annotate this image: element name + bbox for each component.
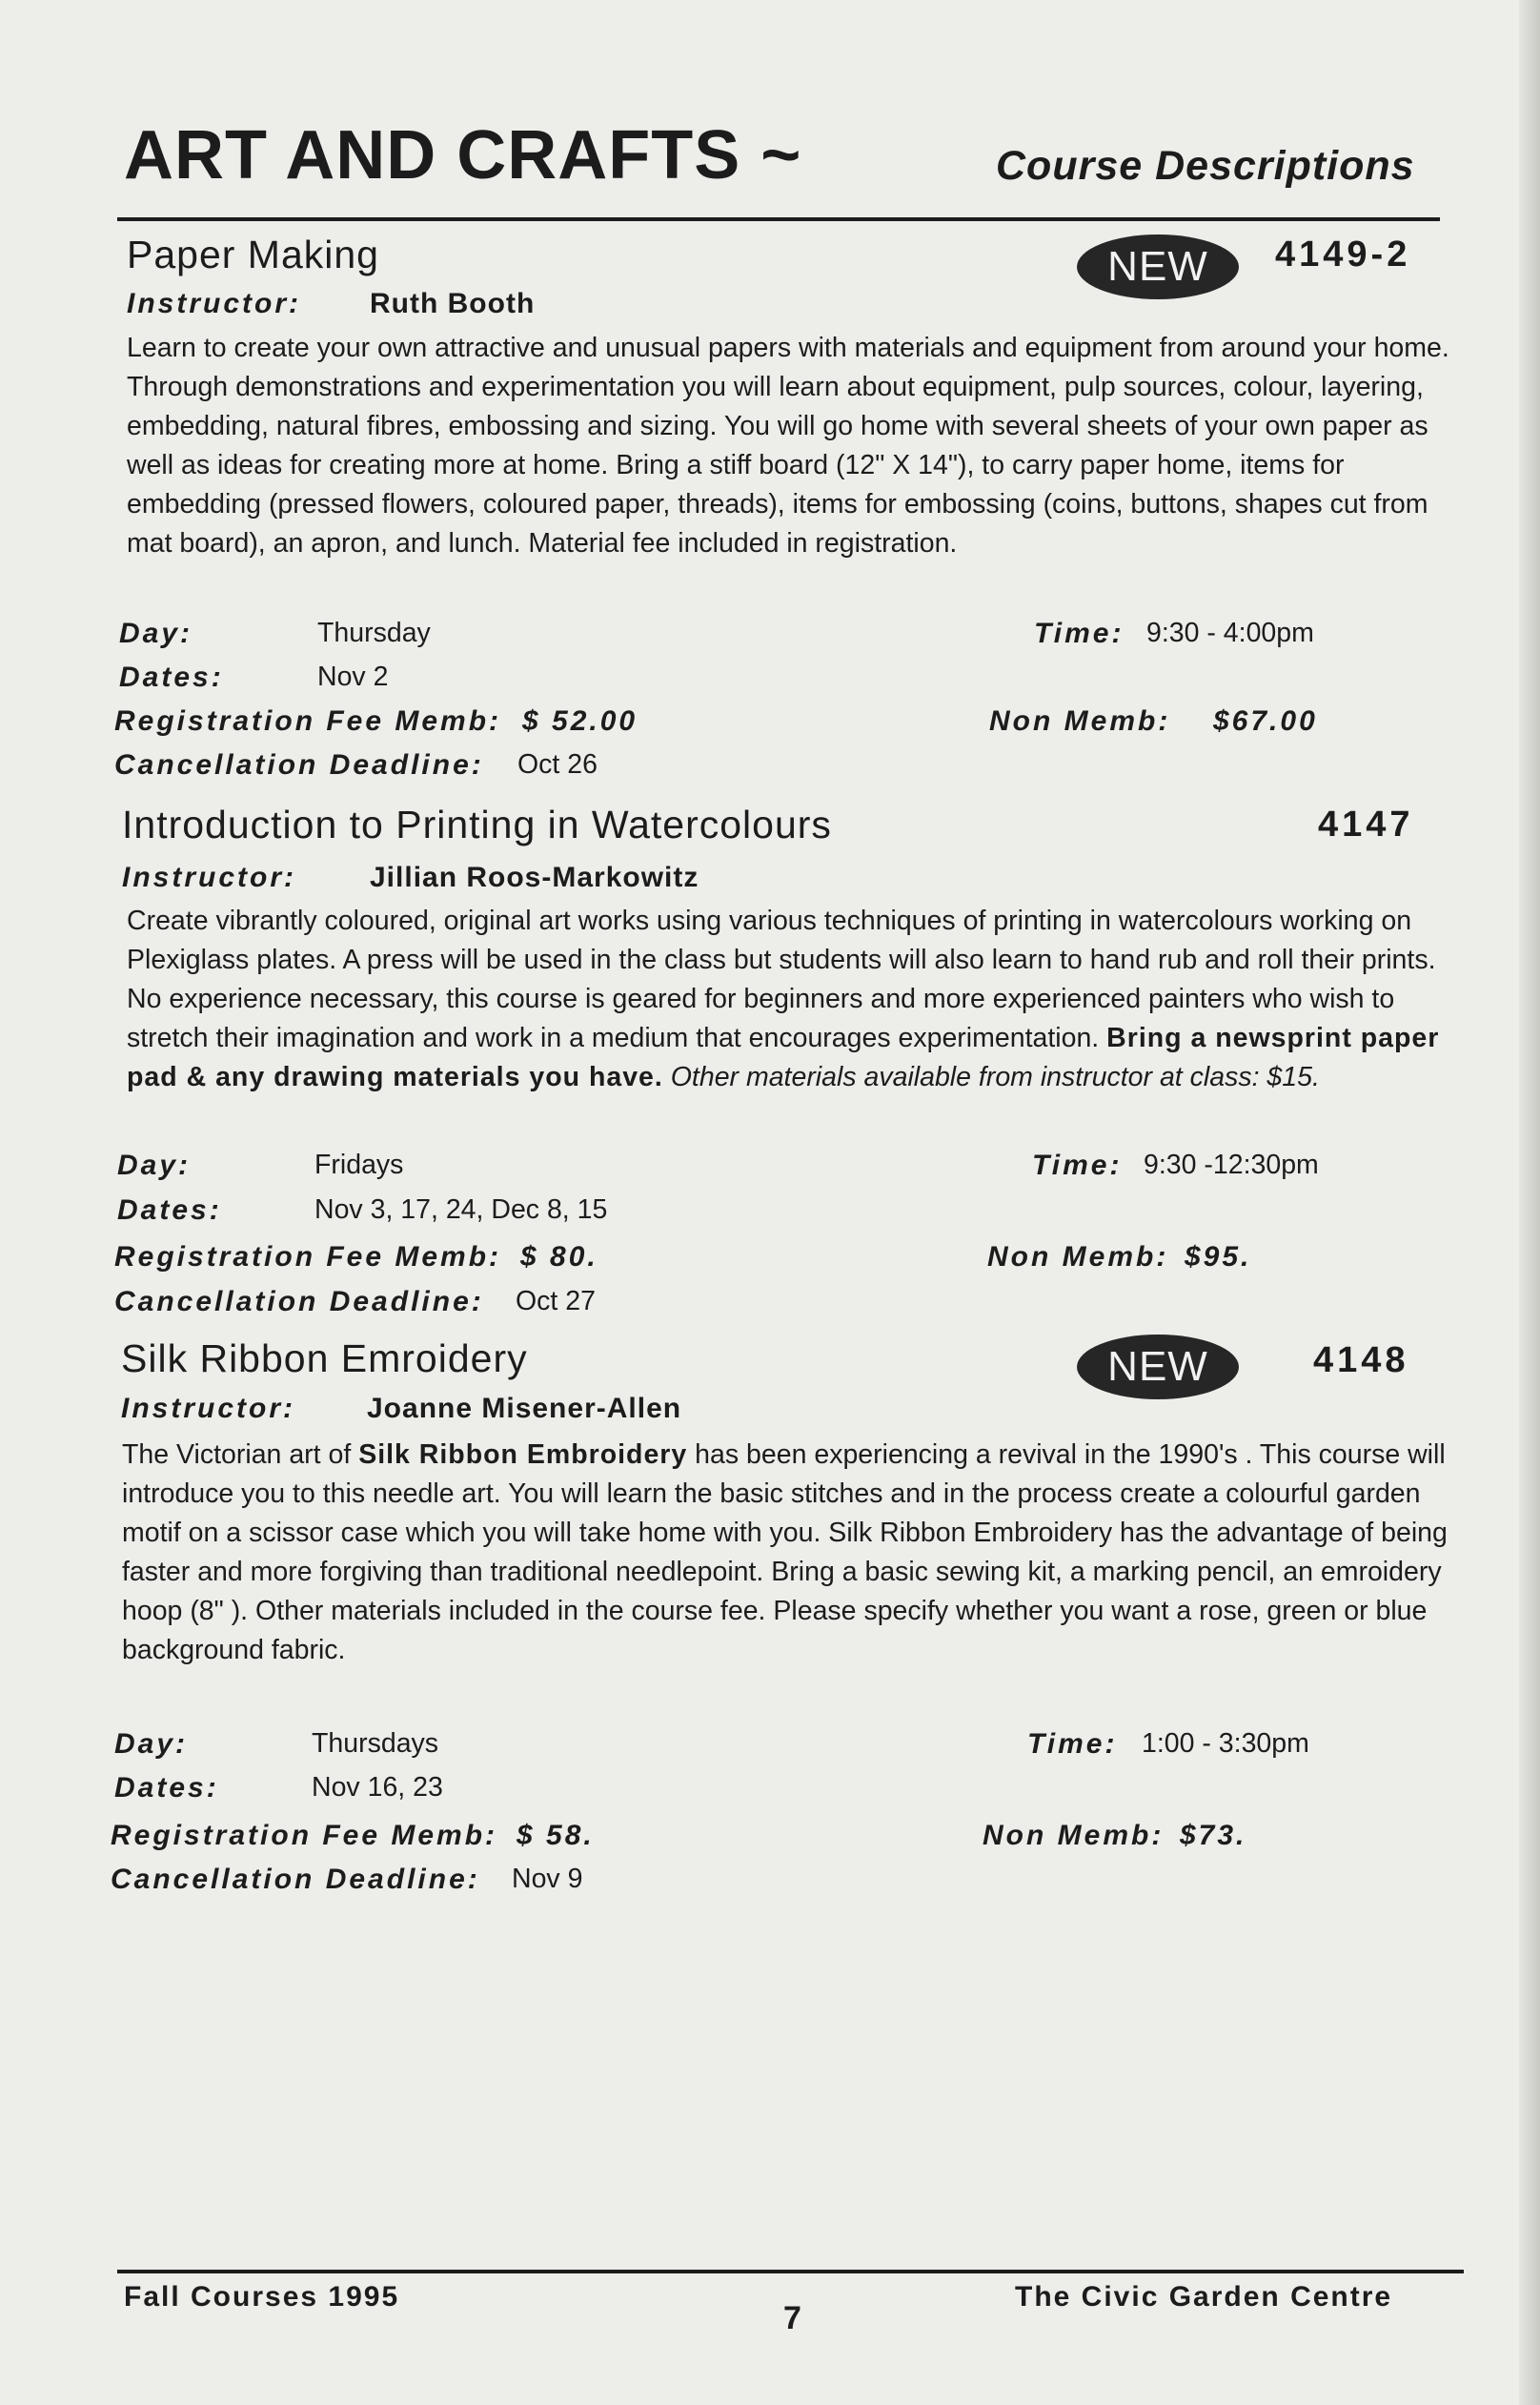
description-text: Create vibrantly coloured, original art works using various techniques of printing in watercolours working on Plexiglass plates. A press will be used in the class but students will also learn to hand rub and roll their prints. No experience necessary, this course is geared for beginners and more experienced painters who wish to stretch their imagination and work in a medium that encourages experimentation.	[127, 906, 1436, 1053]
footer-right: The Civic Garden Centre	[1015, 2281, 1393, 2313]
dates-label: Dates:	[117, 1194, 222, 1226]
dates-value: Nov 3, 17, 24, Dec 8, 15	[314, 1194, 608, 1225]
reg-fee-value: $ 52.00	[522, 705, 638, 737]
reg-fee-label: Registration Fee Memb:	[114, 705, 502, 737]
cancellation-value: Nov 9	[512, 1864, 583, 1894]
dates-label: Dates:	[119, 662, 224, 693]
course-number: 4147	[1318, 805, 1414, 845]
new-badge: NEW	[1077, 1335, 1239, 1399]
course-title: Silk Ribbon Emroidery	[121, 1336, 528, 1380]
cancellation-label: Cancellation Deadline:	[114, 1286, 484, 1317]
non-memb-value: $67.00	[1213, 705, 1318, 737]
instructor-name: Joanne Misener-Allen	[367, 1393, 682, 1424]
course-description	[122, 1436, 1456, 1670]
time-label: Time:	[1034, 618, 1125, 649]
instructor-label: Instructor:	[127, 288, 301, 319]
reg-fee-value: $ 80.	[520, 1241, 598, 1273]
non-memb-label: Non Memb:	[983, 1820, 1165, 1851]
cancellation-label: Cancellation Deadline:	[111, 1864, 480, 1895]
day-value: Thursdays	[312, 1728, 439, 1759]
footer-rule	[117, 2270, 1464, 2273]
description-italic: Other materials available from instructor at class: $15.	[670, 1062, 1320, 1092]
non-memb-label: Non Memb:	[987, 1241, 1169, 1273]
day-label: Day:	[117, 1150, 192, 1181]
course-description	[127, 902, 1461, 1097]
page-title: ART AND CRAFTS ~	[124, 117, 802, 194]
reg-fee-label: Registration Fee Memb:	[111, 1820, 498, 1851]
new-badge: NEW	[1077, 234, 1239, 299]
description-text: Learn to create your own attractive and unusual papers with materials and equipment from around your home. Through demonstrations and experimentation you will learn about equipment, pulp sources, colour, layering, embedding, natural fibres, embossing and sizing. You will go home with several sheets of your own paper as well as ideas for creating more at home. Bring a stiff board (12" X 14"), to carry paper home, items for embedding (pressed flowers, coloured paper, threads), items for embossing (coins, buttons, shapes cut from mat board), an apron, and lunch. Material fee included in registration.	[127, 333, 1449, 559]
instructor-name: Jillian Roos-Markowitz	[370, 862, 699, 893]
reg-fee-value: $ 58.	[517, 1820, 595, 1851]
time-value: 9:30 - 4:00pm	[1146, 618, 1314, 648]
page-number: 7	[783, 2300, 801, 2336]
footer-left: Fall Courses 1995	[124, 2281, 400, 2313]
non-memb-label: Non Memb:	[989, 705, 1171, 737]
description-text-post: has been experiencing a revival in the 1990's . This course will introduce you to this needle art. You will learn the basic stitches and in the process create a colourful garden motif on a scissor case which you will take home with you. Silk Ribbon Embroidery has the advantage of being faster and more forgiving than traditional needlepoint. Bring a basic sewing kit, a marking pencil, an emroidery hoop (8" ). Other materials included in the course fee. Please specify whether you want a rose, green or blue background fabric.	[122, 1439, 1448, 1665]
reg-fee-label: Registration Fee Memb:	[114, 1241, 502, 1273]
time-value: 1:00 - 3:30pm	[1142, 1728, 1309, 1759]
time-label: Time:	[1027, 1728, 1118, 1760]
day-value: Thursday	[317, 618, 431, 648]
day-value: Fridays	[314, 1150, 404, 1180]
page-edge-shadow	[1519, 0, 1540, 2405]
cancellation-label: Cancellation Deadline:	[114, 749, 484, 781]
description-bold: Bring a newsprint paper pad & any drawing materials you have.	[127, 1023, 1440, 1092]
cancellation-value: Oct 27	[516, 1286, 596, 1316]
non-memb-value: $95.	[1185, 1241, 1252, 1273]
day-label: Day:	[114, 1728, 189, 1760]
instructor-name: Ruth Booth	[370, 288, 536, 319]
instructor-label: Instructor:	[122, 862, 296, 893]
description-bold: Silk Ribbon Embroidery	[358, 1439, 688, 1470]
dates-value: Nov 16, 23	[312, 1772, 443, 1803]
day-label: Day:	[119, 618, 193, 649]
cancellation-value: Oct 26	[517, 749, 598, 780]
course-description	[127, 329, 1461, 563]
instructor-label: Instructor:	[121, 1393, 295, 1424]
dates-value: Nov 2	[317, 662, 389, 692]
description-text-pre: The Victorian art of	[122, 1439, 352, 1470]
course-number: 4148	[1313, 1340, 1409, 1380]
course-title: Introduction to Printing in Watercolours	[122, 803, 832, 846]
time-value: 9:30 -12:30pm	[1144, 1150, 1319, 1180]
dates-label: Dates:	[114, 1772, 219, 1804]
header-rule	[117, 217, 1440, 221]
course-number: 4149-2	[1275, 234, 1411, 275]
non-memb-value: $73.	[1180, 1820, 1247, 1851]
time-label: Time:	[1032, 1150, 1123, 1181]
page-subtitle: Course Descriptions	[996, 143, 1415, 189]
course-title: Paper Making	[127, 233, 379, 276]
